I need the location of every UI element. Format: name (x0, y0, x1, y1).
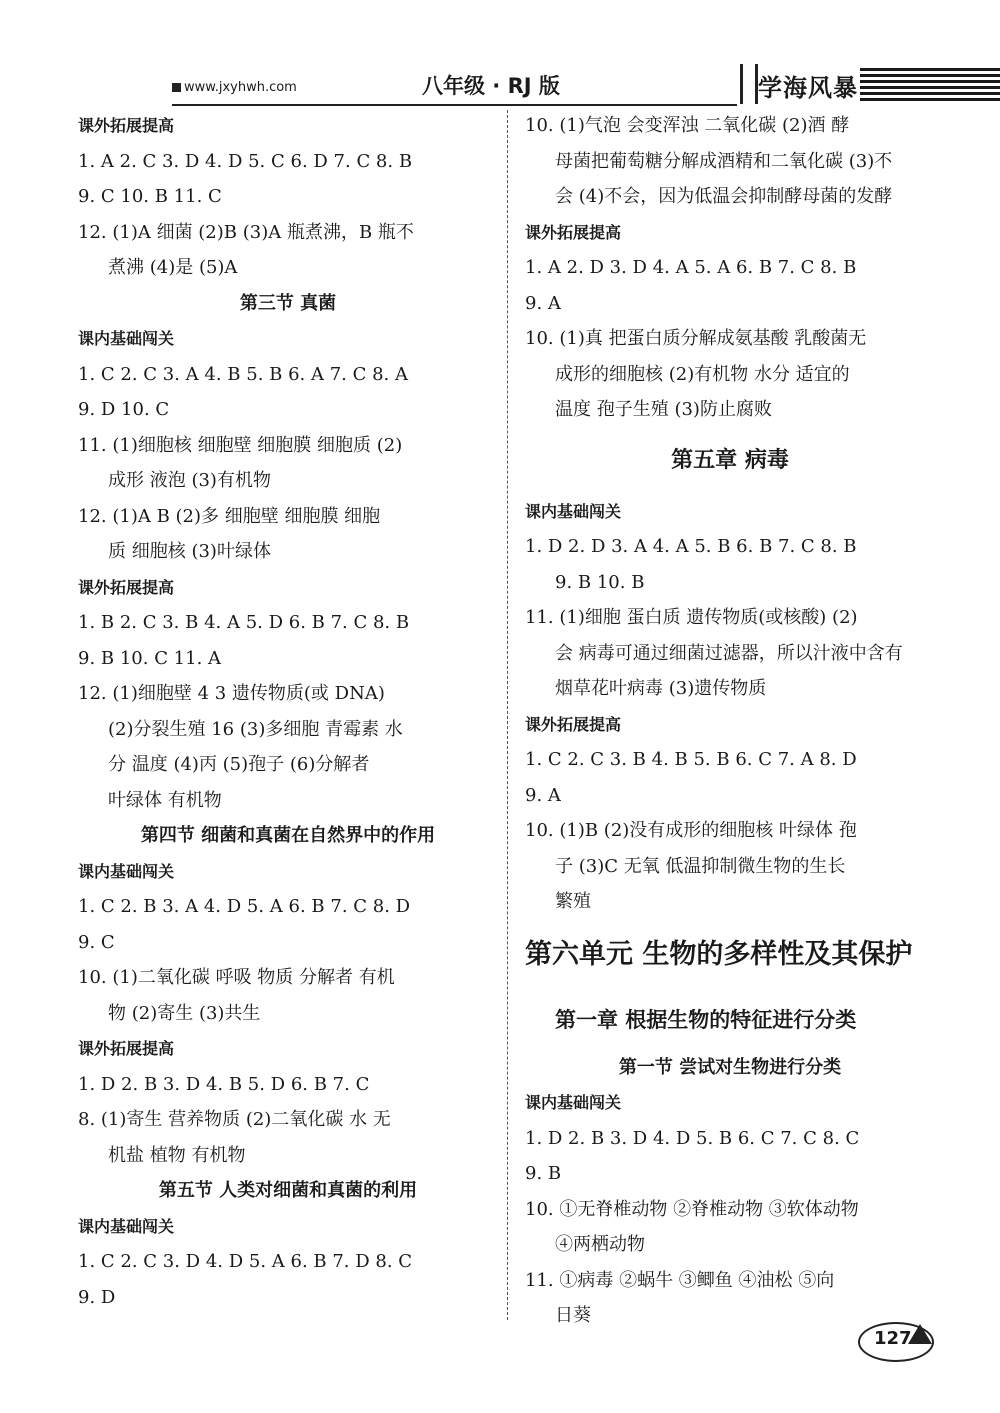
answer-line: 9. C (78, 931, 115, 953)
chapter-heading: 第一章 根据生物的特征进行分类 (555, 1007, 857, 1032)
answer-line: 9. A (525, 784, 561, 806)
answer-line: 8. (1)寄生 营养物质 (2)二氧化碳 水 无 (78, 1109, 391, 1130)
answer-line: 1. D 2. B 3. D 4. D 5. B 6. C 7. C 8. C (525, 1127, 860, 1149)
answer-line: 12. (1)细胞壁 4 3 遗传物质(或 DNA) (78, 683, 385, 704)
section-label: 课外拓展提高 (525, 714, 622, 734)
section-label: 课内基础闯关 (78, 329, 175, 348)
left-column (78, 108, 498, 1315)
answer-continuation: 会 病毒可通过细菌过滤器，所以汁液中含有 (555, 642, 903, 664)
answer-line: 1. C 2. C 3. B 4. B 5. B 6. C 7. A 8. D (525, 749, 857, 770)
answer-continuation: 成形的细胞核 (2)有机物 水分 适宜的 (555, 363, 850, 385)
section-label: 课内基础闯关 (525, 501, 622, 521)
answer-continuation: 叶绿体 有机物 (108, 789, 222, 811)
answer-continuation: 成形 液泡 (3)有机物 (108, 470, 271, 491)
unit-heading: 第六单元 生物的多样性及其保护 (525, 938, 913, 970)
answer-continuation: 机盐 植物 有机物 (108, 1144, 246, 1166)
section-label: 课外拓展提高 (78, 577, 175, 597)
chapter-heading: 第五章 病毒 (671, 447, 789, 473)
answer-line: 1. C 2. B 3. A 4. D 5. A 6. B 7. C 8. D (78, 896, 411, 917)
answer-line: 9. D (78, 1286, 116, 1308)
answer-line: 1. A 2. D 3. D 4. A 5. A 6. B 7. C 8. B (525, 257, 857, 278)
answer-line: 9. A (525, 292, 561, 314)
section-label: 课内基础闯关 (525, 1093, 622, 1112)
stripes-decoration (860, 68, 1000, 102)
answer-line: 10. (1)二氧化碳 呼吸 物质 分解者 有机 (78, 967, 395, 988)
answer-line: 1. C 2. C 3. D 4. D 5. A 6. B 7. D 8. C (78, 1251, 413, 1272)
answer-line: 10. ①无脊椎动物 ②脊椎动物 ③软体动物 (525, 1198, 859, 1220)
answer-line: 1. D 2. B 3. D 4. B 5. D 6. B 7. C (78, 1073, 370, 1095)
section-label: 课外拓展提高 (525, 222, 622, 242)
url-text: www.jxyhwh.com (184, 80, 297, 95)
answer-continuation: 温度 孢子生殖 (3)防止腐败 (555, 399, 772, 420)
answer-line: 10. (1)B (2)没有成形的细胞核 叶绿体 孢 (525, 820, 857, 841)
section-heading: 第四节 细菌和真菌在自然界中的作用 (140, 825, 436, 846)
answer-continuation: ④两栖动物 (555, 1234, 645, 1255)
answer-continuation: 物 (2)寄生 (3)共生 (108, 1002, 261, 1024)
brand-name: 学海风暴 (758, 74, 858, 102)
right-column (525, 108, 935, 1334)
answer-line: 1. C 2. C 3. A 4. B 5. B 6. A 7. C 8. A (78, 363, 408, 385)
answer-line: 11. (1)细胞 蛋白质 遗传物质(或核酸) (2) (525, 607, 858, 628)
section-label: 课外拓展提高 (78, 116, 175, 135)
answer-continuation: (2)分裂生殖 16 (3)多细胞 青霉素 水 (108, 718, 403, 740)
answer-continuation: 分 温度 (4)丙 (5)孢子 (6)分解者 (108, 754, 370, 775)
section-label: 课内基础闯关 (78, 861, 175, 881)
section-heading: 第三节 真菌 (239, 292, 337, 314)
header-rule (172, 104, 737, 106)
answer-line: 1. A 2. C 3. D 4. D 5. C 6. D 7. C 8. B (78, 150, 413, 172)
website-url (172, 80, 297, 95)
answer-line: 9. C 10. B 11. C (78, 186, 222, 207)
answer-line: 1. D 2. D 3. A 4. A 5. B 6. B 7. C 8. B (525, 536, 857, 557)
page-number-badge (858, 1318, 948, 1366)
square-bullet-icon (172, 83, 181, 92)
answer-continuation: 母菌把葡萄糖分解成酒精和二氧化碳 (3)不 (555, 150, 893, 172)
answer-continuation: 子 (3)C 无氧 低温抑制微生物的生长 (555, 855, 846, 877)
answer-continuation: 质 细胞核 (3)叶绿体 (108, 541, 271, 562)
answer-line: 9. B 10. C 11. A (78, 647, 222, 669)
answer-line: 12. (1)A 细菌 (2)B (3)A 瓶煮沸，B 瓶不 (78, 221, 414, 243)
answer-continuation: 繁殖 (555, 891, 591, 912)
answer-line: 10. (1)真 把蛋白质分解成氨基酸 乳酸菌无 (525, 328, 867, 349)
triangle-icon (908, 1324, 932, 1344)
section-label: 课内基础闯关 (78, 1216, 175, 1236)
double-bar-icon (740, 64, 758, 104)
answer-continuation: 烟草花叶病毒 (3)遗传物质 (555, 678, 767, 699)
grade-label: 八年级 · RJ 版 (422, 74, 560, 98)
section-heading: 第一节 尝试对生物进行分类 (618, 1056, 842, 1078)
answer-continuation: 会 (4)不会，因为低温会抑制酵母菌的发酵 (555, 186, 893, 207)
answer-continuation: 9. B 10. B (555, 571, 645, 593)
answer-line: 1. B 2. C 3. B 4. A 5. D 6. B 7. C 8. B (78, 612, 410, 633)
page-number: 127 (874, 1328, 912, 1349)
column-divider (507, 110, 508, 1320)
page-header (0, 60, 1000, 108)
answer-continuation: 煮沸 (4)是 (5)A (108, 257, 238, 278)
answer-continuation: 日葵 (555, 1305, 591, 1326)
answer-line: 9. D 10. C (78, 399, 170, 420)
answer-line: 11. ①病毒 ②蜗牛 ③鲫鱼 ④油松 ⑤向 (525, 1269, 835, 1291)
answer-line: 10. (1)气泡 会变浑浊 二氧化碳 (2)酒 酵 (525, 115, 850, 136)
answer-line: 11. (1)细胞核 细胞壁 细胞膜 细胞质 (2) (78, 434, 403, 456)
section-heading: 第五节 人类对细菌和真菌的利用 (158, 1180, 418, 1201)
brand-logo (740, 64, 1000, 110)
answer-line: 12. (1)A B (2)多 细胞壁 细胞膜 细胞 (78, 505, 381, 527)
answer-line: 9. B (525, 1163, 562, 1184)
section-label: 课外拓展提高 (78, 1039, 175, 1058)
